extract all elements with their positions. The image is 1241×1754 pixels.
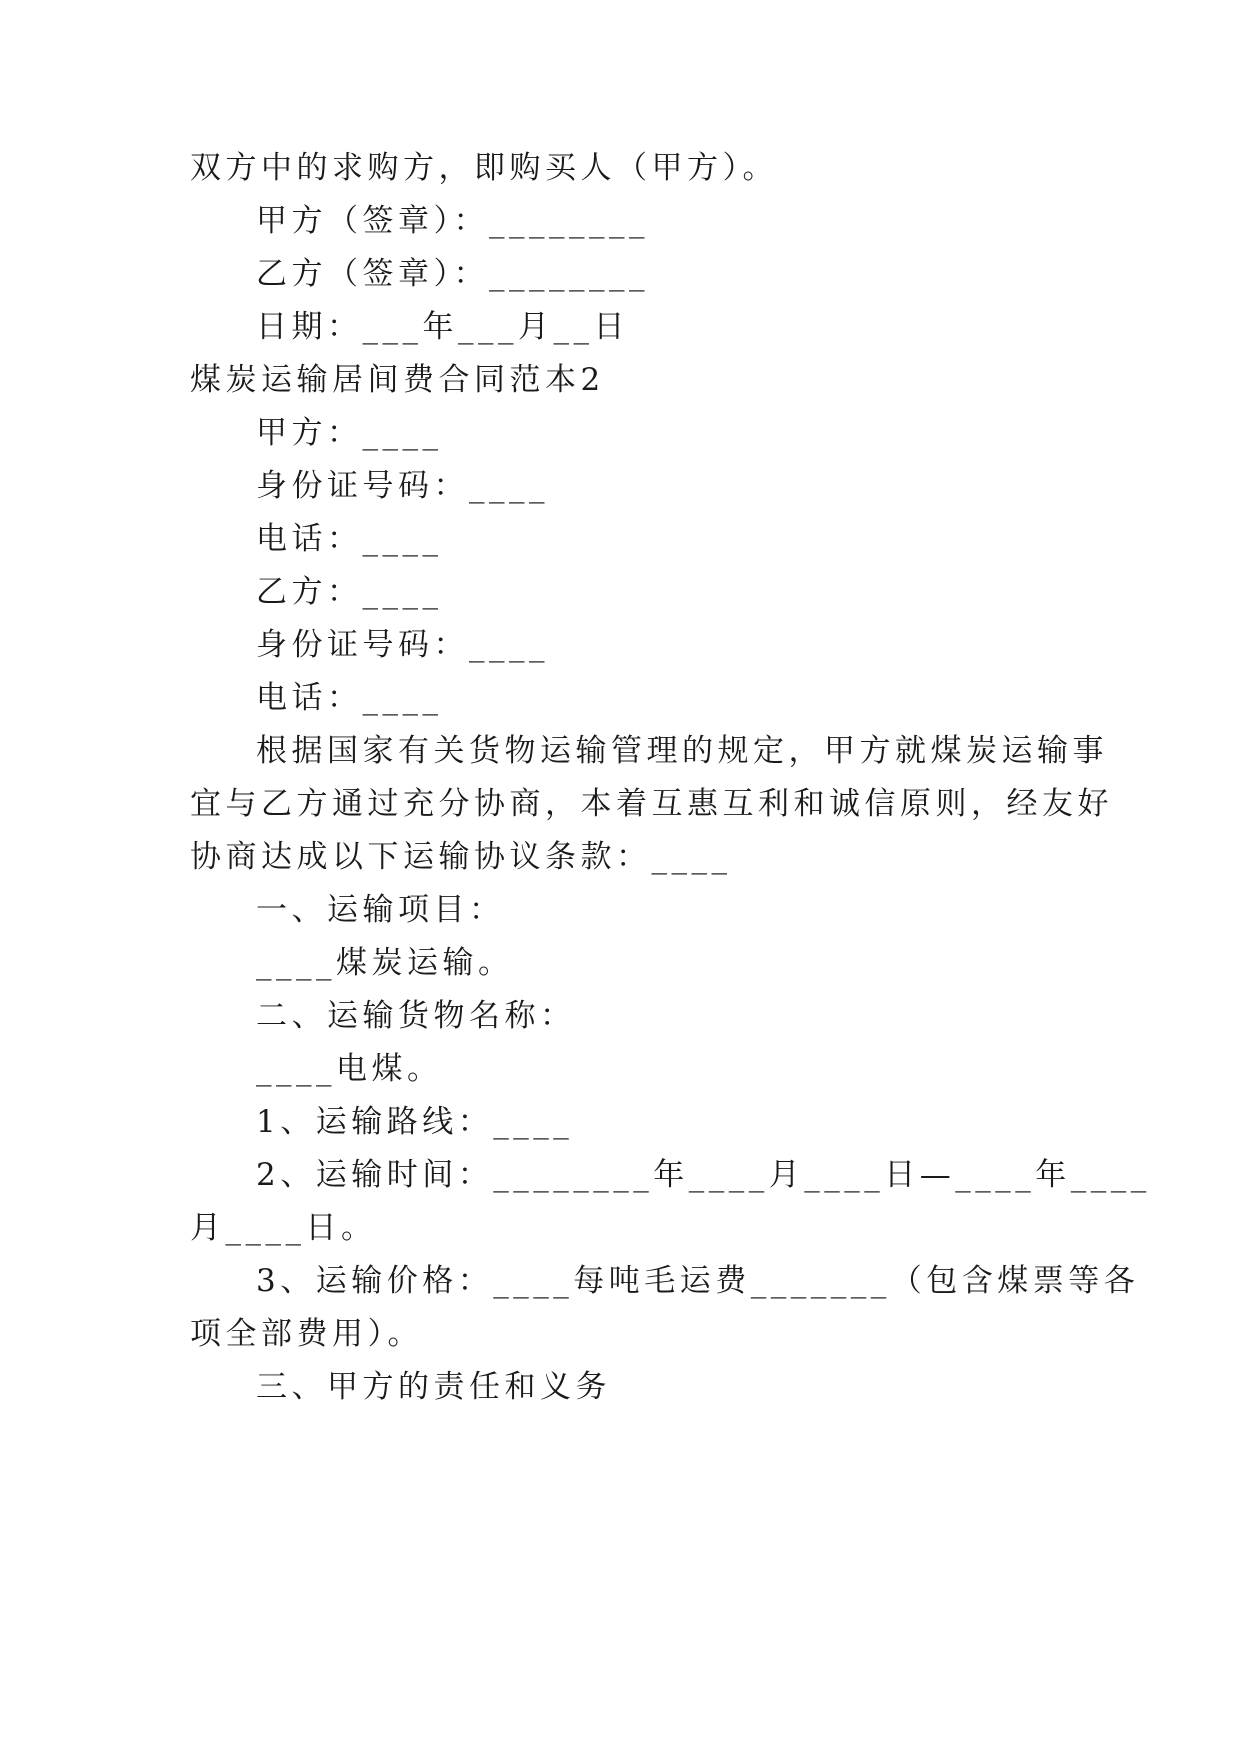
clause-heading: 二、运输货物名称： <box>256 998 576 1034</box>
id-number-line: 身份证号码：____ <box>256 627 549 663</box>
clause-item-continued: 项全部费用）。 <box>190 1316 423 1352</box>
phone-line: 电话：____ <box>256 521 443 557</box>
party-a-signature-line: 甲方（签章）：________ <box>256 203 649 239</box>
section-title: 煤炭运输居间费合同范本2 <box>190 362 605 398</box>
clause-text: ____电煤。 <box>256 1051 443 1087</box>
party-b-signature-line: 乙方（签章）：________ <box>256 256 649 292</box>
party-b-line: 乙方：____ <box>256 574 443 610</box>
clause-heading: 三、甲方的责任和义务 <box>256 1369 611 1405</box>
paragraph-line: 根据国家有关货物运输管理的规定，甲方就煤炭运输事 <box>256 733 1108 769</box>
clause-heading: 一、运输项目： <box>256 892 505 928</box>
text-line: 双方中的求购方，即购买人（甲方）。 <box>190 150 778 186</box>
clause-text: ____煤炭运输。 <box>256 945 514 981</box>
date-line: 日期：___年___月__日 <box>256 309 629 345</box>
clause-item: 2、运输时间：________年____月____日—____年____ <box>256 1157 1151 1193</box>
id-number-line: 身份证号码：____ <box>256 468 549 504</box>
party-a-line: 甲方：____ <box>256 415 443 451</box>
paragraph-line: 协商达成以下运输协议条款：____ <box>190 839 732 875</box>
paragraph-line: 宜与乙方通过充分协商，本着互惠互利和诚信原则，经友好 <box>190 786 1113 822</box>
clause-item: 1、运输路线：____ <box>256 1104 574 1140</box>
clause-item: 3、运输价格：____每吨毛运费_______（包含煤票等各 <box>256 1263 1140 1299</box>
phone-line: 电话：____ <box>256 680 443 716</box>
clause-item-continued: 月____日。 <box>190 1210 377 1246</box>
